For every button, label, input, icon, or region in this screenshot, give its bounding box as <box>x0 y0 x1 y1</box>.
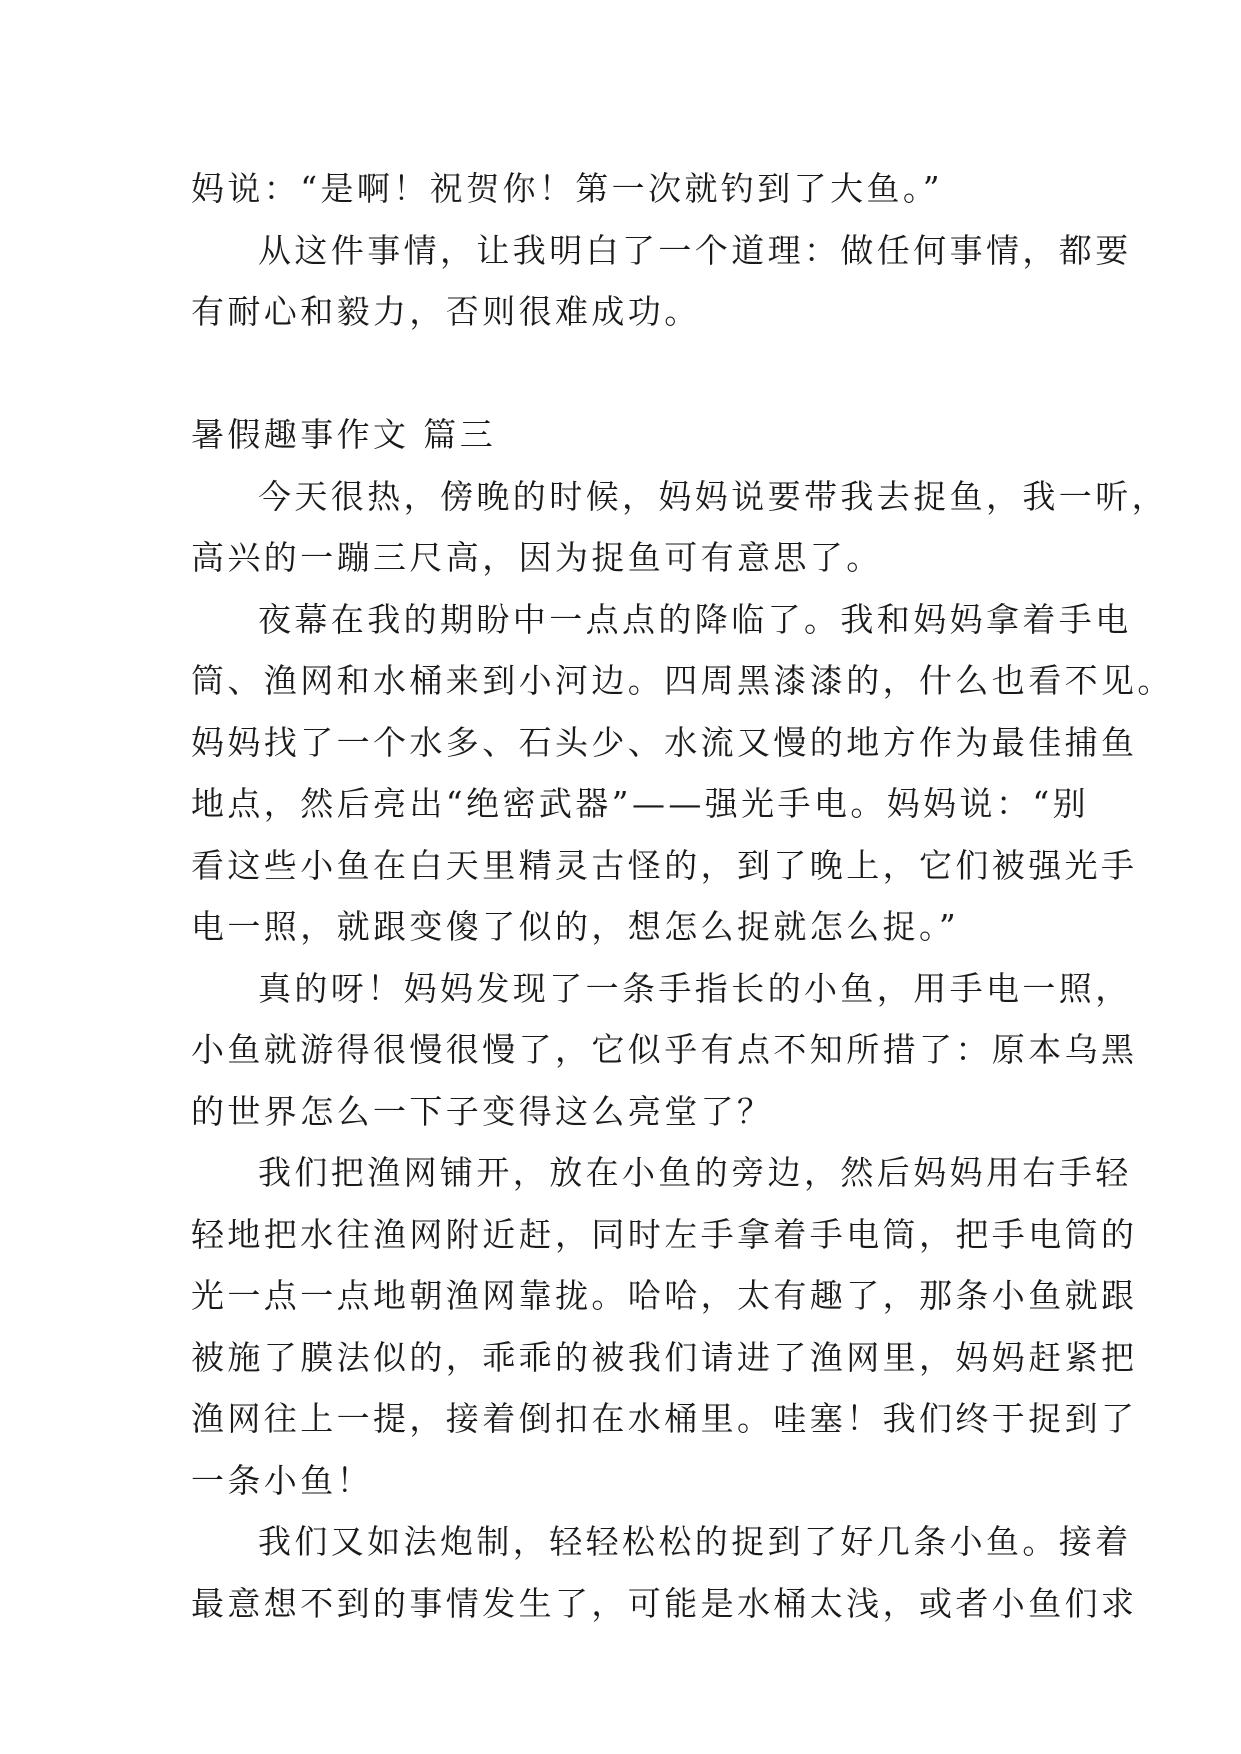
body-line-14: 光一点一点地朝渔网靠拢。哈哈，太有趣了，那条小鱼就跟 <box>191 1276 1138 1315</box>
body-line-16: 渔网往上一提，接着倒扣在水桶里。哇塞！我们终于捉到了 <box>191 1399 1138 1438</box>
body-line-11: 的世界怎么一下子变得这么亮堂了？ <box>191 1091 774 1131</box>
section-title: 暑假趣事作文 篇三 <box>191 415 497 454</box>
body-line-1: 今天很热，傍晚的时候，妈妈说要带我去捉鱼，我一听， <box>258 476 1168 516</box>
body-line-19: 最意想不到的事情发生了，可能是水桶太浅，或者小鱼们求 <box>191 1583 1138 1623</box>
intro-line-3: 有耐心和毅力，否则很难成功。 <box>191 292 701 331</box>
intro-line-1: 妈说：“是啊！祝贺你！第一次就钓到了大鱼。” <box>191 169 944 208</box>
body-line-12: 我们把渔网铺开，放在小鱼的旁边，然后妈妈用右手轻 <box>258 1153 1132 1192</box>
body-line-18: 我们又如法炮制，轻轻松松的捉到了好几条小鱼。接着 <box>258 1522 1132 1561</box>
intro-line-2: 从这件事情，让我明白了一个道理：做任何事情，都要 <box>258 230 1132 270</box>
body-line-13: 轻地把水往渔网附近赶，同时左手拿着手电筒，把手电筒的 <box>191 1214 1138 1254</box>
body-line-7: 看这些小鱼在白天里精灵古怪的，到了晚上，它们被强光手 <box>191 845 1138 885</box>
body-line-6: 地点，然后亮出“绝密武器”——强光手电。妈妈说：“别 <box>191 784 1090 823</box>
document-page <box>191 158 1174 1634</box>
body-line-8: 电一照，就跟变傻了似的，想怎么捉就怎么捉。” <box>191 907 960 946</box>
body-line-10: 小鱼就游得很慢很慢了，它似乎有点不知所措了：原本乌黑 <box>191 1030 1138 1069</box>
body-line-9: 真的呀！妈妈发现了一条手指长的小鱼，用手电一照， <box>258 968 1132 1008</box>
body-line-15: 被施了膜法似的，乖乖的被我们请进了渔网里，妈妈赶紧把 <box>191 1337 1138 1377</box>
body-line-5: 妈妈找了一个水多、石头少、水流又慢的地方作为最佳捕鱼 <box>191 722 1138 762</box>
body-line-3: 夜幕在我的期盼中一点点的降临了。我和妈妈拿着手电 <box>258 599 1132 639</box>
body-line-2: 高兴的一蹦三尺高，因为捉鱼可有意思了。 <box>191 538 883 577</box>
body-line-17: 一条小鱼！ <box>191 1460 373 1500</box>
paragraph-gap <box>191 343 1051 405</box>
body-line-4: 筒、渔网和水桶来到小河边。四周黑漆漆的，什么也看不见。 <box>191 661 1174 700</box>
